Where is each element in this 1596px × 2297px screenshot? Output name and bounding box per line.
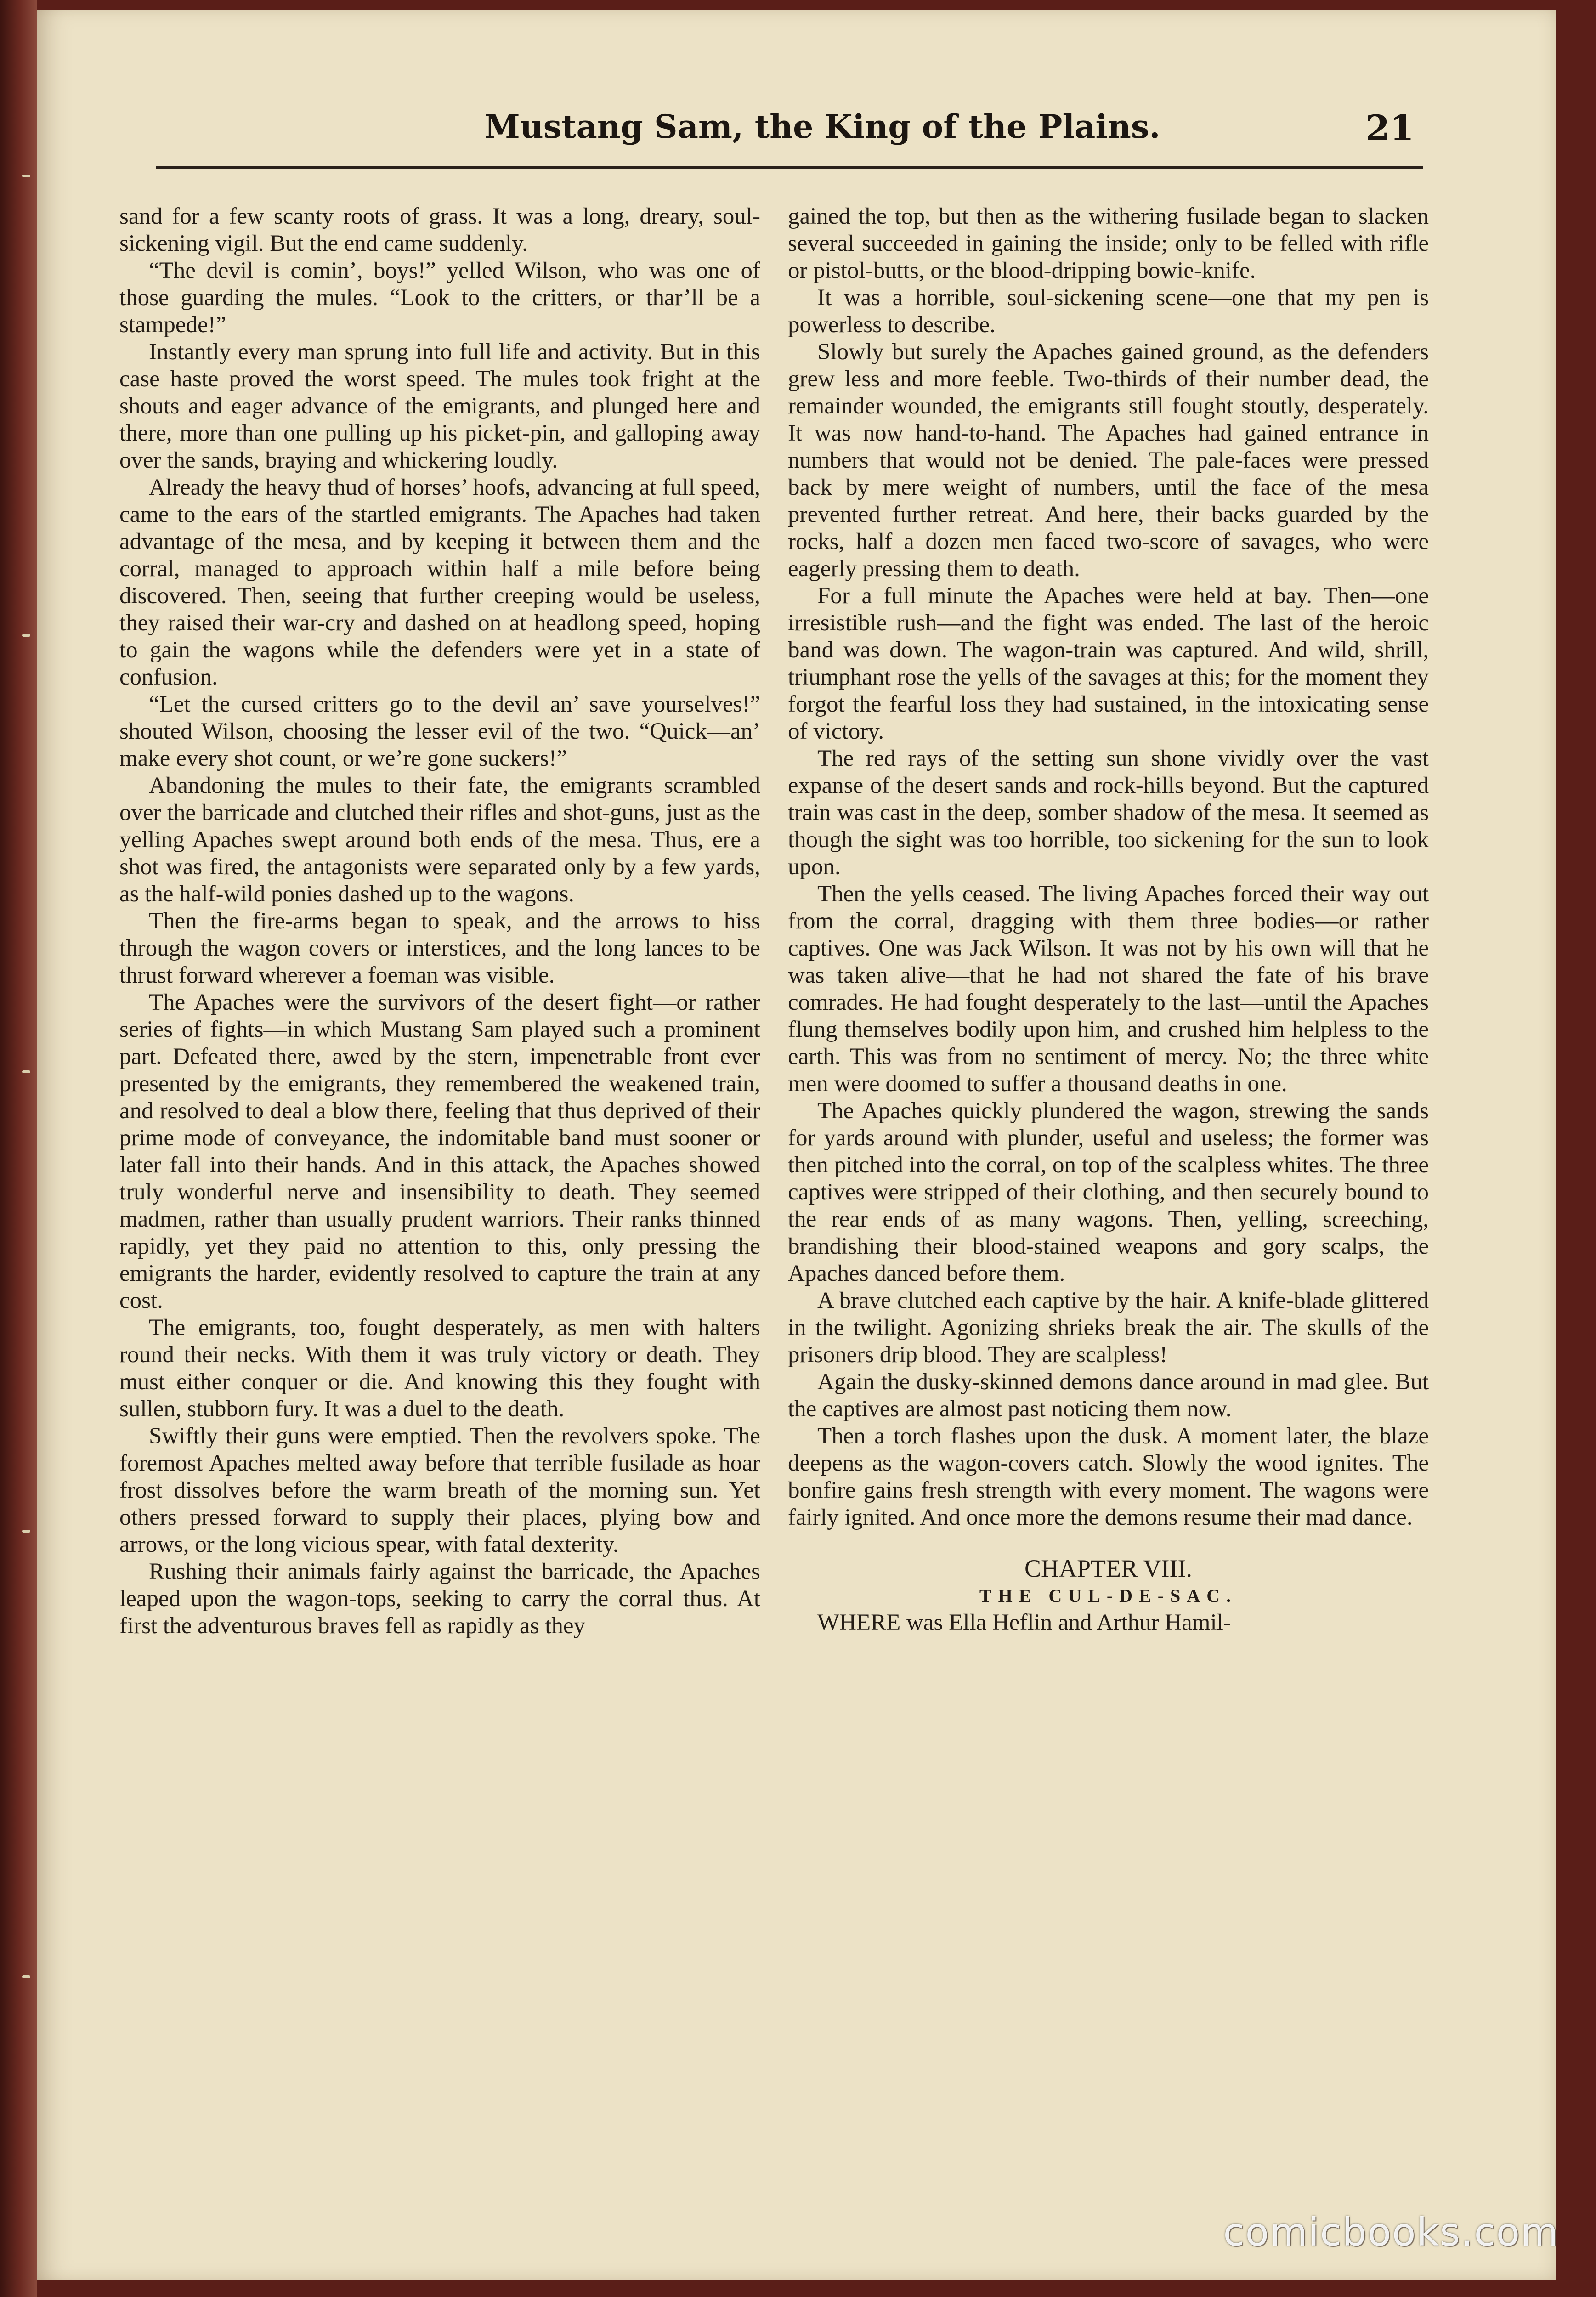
paragraph: Already the heavy thud of horses’ hoofs, advancing at full speed, came to the ears of the startled emigrants. The Apaches had taken advantage of the mesa, and by keeping it between them and the corral, managed to approach within half a mile before being discovered. Then, seeing that further creeping would be useless, they raised their war-cry and dashed on at headlong speed, hoping to gain the wagons while the defenders were yet in a state of confusion. bbox=[119, 475, 760, 690]
paragraph: Then the yells ceased. The living Apaches forced their way out from the corral, dragging with them three bodies—or rather captives. One was Jack Wilson. It was not by his own will that he was taken alive—that he had not shared the fate of his brave comrades. He had fought desperately to the last—until the Apaches flung themselves bodily upon him, and crushed him helpless to the earth. This was from no sentiment of mercy. No; the three white men were doomed to suffer a thousand deaths in one. bbox=[788, 881, 1429, 1097]
paragraph: “Let the cursed critters go to the devil an’ save yourselves!” shouted Wilson, choosing the lesser evil of the two. “Quick—an’ make every shot count, or we’re gone suckers!” bbox=[119, 691, 760, 771]
chapter-heading: CHAPTER VIII. bbox=[1024, 1555, 1192, 1582]
paragraph: It was a horrible, soul-sickening scene—one that my pen is powerless to describe. bbox=[788, 285, 1429, 338]
paragraph: Instantly every man sprung into full life and activity. But in this case haste proved the worst speed. The mules took fright at the shouts and eager advance of the emigrants, and plunged here and there, more than one pulling up his picket-pin, and galloping away over the sands, braying and whickering loudly. bbox=[119, 339, 760, 473]
page-number: 21 bbox=[1365, 107, 1414, 148]
running-title: Mustang Sam, the King of the Plains. bbox=[484, 107, 1160, 146]
paragraph: Swiftly their guns were emptied. Then the revolvers spoke. The foremost Apaches melted away before that terrible fusilade as hoar frost dissolves before the warm breath of the morning sun. Yet others pressed forward to supply their places, plying bow and arrows, or the long vicious spear, with fatal dexterity. bbox=[119, 1423, 760, 1557]
binding-stitch bbox=[22, 1530, 30, 1533]
paragraph: The Apaches quickly plundered the wagon, strewing the sands for yards around with plunder, useful and useless; the former was then pitched into the corral, on top of the scalpless whites. The three captives were stripped of their clothing, and then securely bound to the rear ends of as many wagons. Then, yelling, screeching, brandishing their blood-stained weapons and gory scalps, the Apaches danced before them. bbox=[788, 1098, 1429, 1286]
binding-stitch bbox=[22, 634, 30, 637]
paragraph: sand for a few scanty roots of grass. It was a long, dreary, soul-sickening vigil. But the end came suddenly. bbox=[119, 204, 760, 256]
chapter-first-line: WHERE was Ella Heflin and Arthur Hamil- bbox=[817, 1610, 1231, 1635]
chapter-subtitle: THE CUL-DE-SAC. bbox=[979, 1585, 1238, 1606]
paragraph: Slowly but surely the Apaches gained ground, as the defenders grew less and more feeble. Two-thirds of their number dead, the remainder wounded, the emigrants still fought stoutly, desperately. It was now hand-to-hand. The Apaches had gained entrance in numbers that would not be denied. The pale-faces were pressed back by mere weight of numbers, until the face of the mesa prevented further retreat. And here, their backs guarded by the rocks, half a dozen men faced two-score of savages, who were eagerly pressing them to death. bbox=[788, 339, 1429, 582]
paragraph: Then the fire-arms began to speak, and the arrows to hiss through the wagon covers or interstices, and the long lances to be thrust forward wherever a foeman was visible. bbox=[119, 908, 760, 988]
paragraph: Then a torch flashes upon the dusk. A moment later, the blaze deepens as the wagon-covers catch. Slowly the wood ignites. The bonfire gains fresh strength with every moment. The wagons were fairly ignited. And once more the demons resume their mad dance. bbox=[788, 1423, 1429, 1530]
right-column bbox=[788, 203, 1429, 1636]
paragraph: Abandoning the mules to their fate, the emigrants scrambled over the barricade and clutched their rifles and shot-guns, just as the yelling Apaches swept around both ends of the mesa. Thus, ere a shot was fired, the antagonists were separated only by a few yards, as the half-wild ponies dashed up to the wagons. bbox=[119, 773, 760, 907]
header-rule bbox=[156, 166, 1423, 169]
book-spine bbox=[0, 0, 37, 2297]
binding-stitch bbox=[22, 1070, 30, 1073]
binding-stitch bbox=[22, 175, 30, 177]
paragraph: For a full minute the Apaches were held at bay. Then—one irresistible rush—and the fight was ended. The last of the heroic band was down. The wagon-train was captured. And wild, shrill, triumphant rose the yells of the savages at this; for the moment they forgot the fearful loss they had sustained, in the intoxicating sense of victory. bbox=[788, 583, 1429, 744]
book-page bbox=[37, 10, 1556, 2280]
paragraph: The red rays of the setting sun shone vividly over the vast expanse of the desert sands and rock-hills beyond. But the captured train was cast in the deep, somber shadow of the mesa. It seemed as though the sight was too horrible, too sickening for the sun to look upon. bbox=[788, 746, 1429, 880]
paragraph: A brave clutched each captive by the hair. A knife-blade glittered in the twilight. Agonizing shrieks break the air. The skulls of the prisoners drip blood. They are scalpless! bbox=[788, 1288, 1429, 1368]
paragraph: The emigrants, too, fought desperately, as men with halters round their necks. With them it was truly victory or death. They must either conquer or die. And knowing this they fought with sullen, stubborn fury. It was a duel to the death. bbox=[119, 1315, 760, 1422]
paragraph: gained the top, but then as the withering fusilade began to slacken several succeeded in gaining the inside; only to be felled with rifle or pistol-butts, or the blood-dripping bowie-knife. bbox=[788, 204, 1429, 283]
paragraph: “The devil is comin’, boys!” yelled Wilson, who was one of those guarding the mules. “Look to the critters, or thar’ll be a stampede!” bbox=[119, 258, 760, 338]
paragraph: The Apaches were the survivors of the desert fight—or rather series of fights—in which Mustang Sam played such a prominent part. Defeated there, awed by the stern, impenetrable front ever presented by the emigrants, they remembered the weakened train, and resolved to deal a blow there, feeling that thus deprived of their prime mode of conveyance, the indomitable band must sooner or later fall into their hands. And in this attack, the Apaches showed truly wonderful nerve and insensibility to death. They seemed madmen, rather than usually prudent warriors. Their ranks thinned rapidly, yet they paid no attention to this, only pressing the emigrants the harder, evidently resolved to capture the train at any cost. bbox=[119, 990, 760, 1313]
paragraph: Again the dusky-skinned demons dance around in mad glee. But the captives are almost past noticing them now. bbox=[788, 1369, 1429, 1422]
paragraph: Rushing their animals fairly against the barricade, the Apaches leaped upon the wagon-tops, seeking to carry the corral thus. At first the adventurous braves fell as rapidly as they bbox=[119, 1559, 760, 1639]
left-column bbox=[119, 203, 760, 1640]
binding-stitch bbox=[22, 1975, 30, 1978]
site-watermark: comicbooks.com bbox=[1223, 2210, 1559, 2255]
